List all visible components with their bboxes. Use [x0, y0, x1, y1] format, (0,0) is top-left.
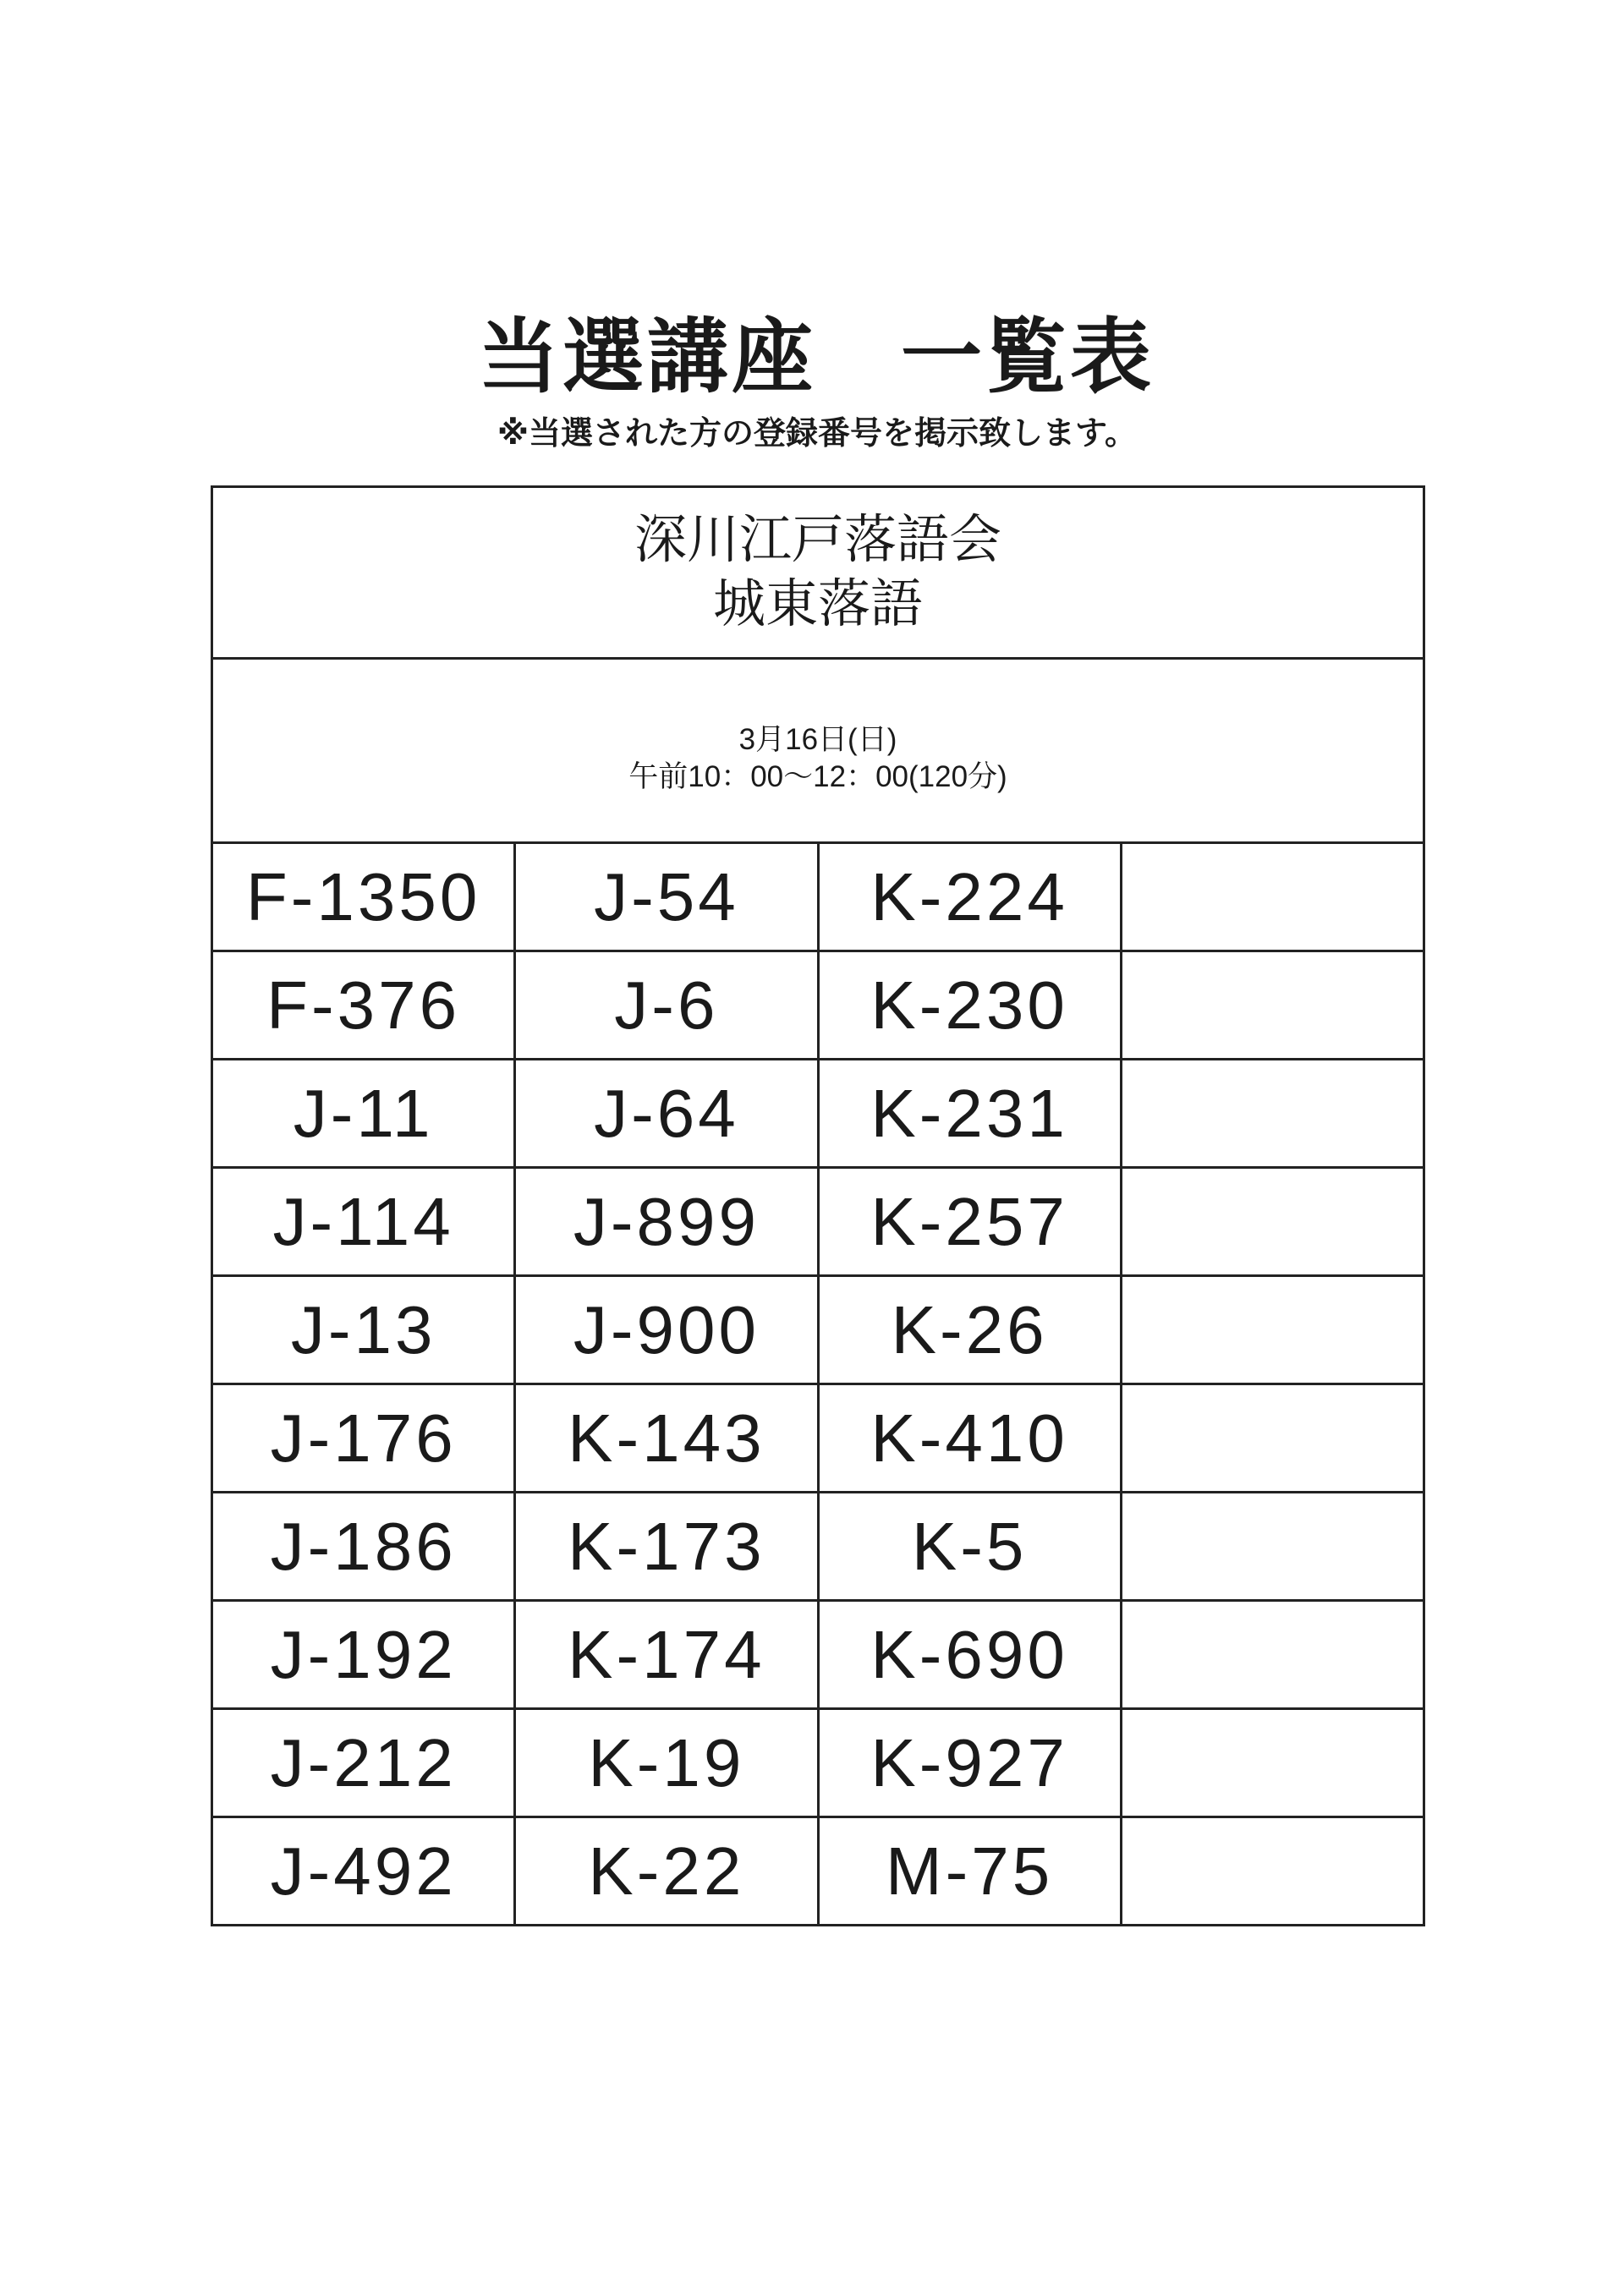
table-row [212, 1060, 1424, 1168]
schedule-time: 午前10：00～12：00(120分) [628, 759, 1007, 793]
registration-number-cell: J-64 [515, 1060, 818, 1168]
registration-number-cell: F-1350 [212, 843, 515, 951]
empty-cell [1121, 1384, 1424, 1493]
empty-cell [1121, 843, 1424, 951]
registration-number-cell: J-54 [515, 843, 818, 951]
registration-number-cell: J-212 [212, 1709, 515, 1817]
page-title: 当選講座 一覧表 [478, 312, 1155, 403]
registration-number-cell: J-13 [212, 1276, 515, 1384]
registration-number-cell: K-224 [818, 843, 1121, 951]
empty-cell [1121, 1817, 1424, 1926]
course-name-line2: 城東落語 [712, 575, 923, 633]
table-body [212, 487, 1424, 1926]
registration-number-cell: K-690 [818, 1601, 1121, 1709]
registration-number-cell: J-11 [212, 1060, 515, 1168]
table-row [212, 1384, 1424, 1493]
registration-number-cell: F-376 [212, 951, 515, 1060]
schedule-cell [212, 659, 1424, 843]
empty-cell [1121, 1168, 1424, 1276]
table-row [212, 1493, 1424, 1601]
registration-number-cell: J-186 [212, 1493, 515, 1601]
registration-number-cell: J-900 [515, 1276, 818, 1384]
registration-number-cell: J-192 [212, 1601, 515, 1709]
registration-number-cell: M-75 [818, 1817, 1121, 1926]
registration-number-cell: K-927 [818, 1709, 1121, 1817]
registration-number-cell: K-230 [818, 951, 1121, 1060]
registration-number-cell: J-114 [212, 1168, 515, 1276]
table-row [212, 1601, 1424, 1709]
table-row [212, 843, 1424, 951]
page-note: ※当選された方の登録番号を掲示致します。 [497, 416, 1137, 452]
empty-cell [1121, 1493, 1424, 1601]
registration-number-cell: J-492 [212, 1817, 515, 1926]
table-row [212, 951, 1424, 1060]
empty-cell [1121, 1276, 1424, 1384]
registration-number-cell: K-26 [818, 1276, 1121, 1384]
course-name-line1: 深川江戸落語会 [634, 511, 1001, 569]
registration-number-cell: K-174 [515, 1601, 818, 1709]
registration-number-cell: J-6 [515, 951, 818, 1060]
course-cell [212, 487, 1424, 659]
table-row [212, 1276, 1424, 1384]
course-row [212, 487, 1424, 659]
registration-number-cell: J-899 [515, 1168, 818, 1276]
empty-cell [1121, 1709, 1424, 1817]
registration-number-cell: K-143 [515, 1384, 818, 1493]
registration-number-cell: K-19 [515, 1709, 818, 1817]
empty-cell [1121, 951, 1424, 1060]
registration-number-cell: K-22 [515, 1817, 818, 1926]
empty-cell [1121, 1060, 1424, 1168]
registration-number-cell: K-5 [818, 1493, 1121, 1601]
empty-cell [1121, 1601, 1424, 1709]
registration-number-cell: K-231 [818, 1060, 1121, 1168]
registration-number-cell: J-176 [212, 1384, 515, 1493]
registration-number-cell: K-410 [818, 1384, 1121, 1493]
table-row [212, 1709, 1424, 1817]
registration-number-cell: K-257 [818, 1168, 1121, 1276]
schedule-row [212, 659, 1424, 843]
schedule-date: 3月16日(日) [738, 722, 897, 756]
registration-number-cell: K-173 [515, 1493, 818, 1601]
winning-list-table [211, 485, 1425, 1926]
table-row [212, 1817, 1424, 1926]
table-row [212, 1168, 1424, 1276]
